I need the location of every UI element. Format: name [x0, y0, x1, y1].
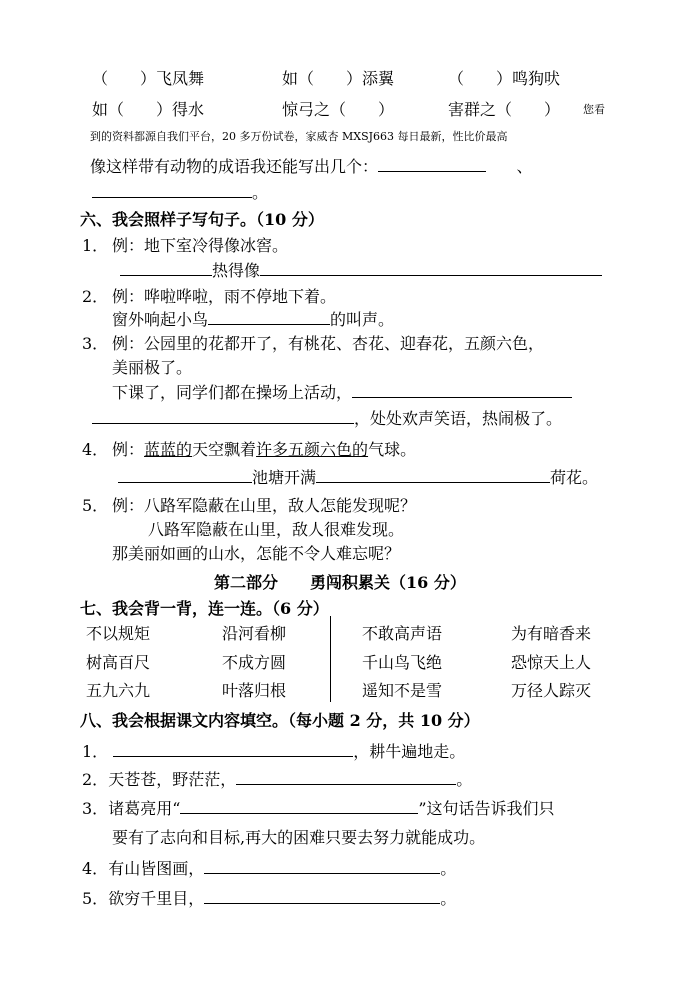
s6-item1-num: 1． [82, 236, 109, 255]
s8-item5-suffix: 。 [440, 889, 457, 908]
s8-item4 [82, 856, 456, 879]
idiom-row1-1: （ ）飞凤舞 [92, 69, 205, 88]
s6-item4-answer [118, 465, 598, 488]
idiom-row2-2: 惊弓之（ ） [282, 100, 395, 119]
s6-item3-blank-a[interactable] [352, 383, 572, 398]
idiom-row1-3: （ ）鸣狗吠 [448, 69, 561, 88]
s6-item4-ex-a: 例： [112, 440, 145, 459]
s8-item1-blank[interactable] [113, 742, 353, 757]
s6-item4-ex-underline1: 蓝蓝的 [144, 440, 193, 459]
s6-item5-example-cont: 八路军隐蔽在山里，敌人很难发现。 [148, 520, 405, 539]
s6-item4-ex-c: 气球。 [368, 440, 417, 459]
s8-item5 [82, 886, 456, 909]
s6-item3-prefix: 下课了，同学们都在操场上活动， [112, 383, 353, 402]
s6-item1-answer [120, 258, 602, 281]
s6-item2-prefix: 窗外响起小鸟 [112, 310, 209, 329]
s6-item1-example: 例：地下室冷得像冰窖。 [112, 236, 289, 255]
more-idioms-end: 。 [252, 183, 269, 202]
s6-item4-blank-b[interactable] [316, 468, 550, 483]
s8-item3-suffix: ”这句话告诉我们只 [418, 799, 555, 818]
s6-item3-answer-line1 [112, 380, 572, 403]
s6-item1-mid: 热得像 [212, 261, 261, 280]
s6-item4-num: 4． [82, 440, 109, 459]
idiom-blank-2[interactable] [92, 183, 252, 198]
s6-item3-blank-b[interactable] [92, 409, 354, 424]
more-idioms-sep: 、 [516, 157, 533, 176]
s7-right1-c: 遥知不是雪 [362, 681, 443, 700]
ad-tail: 您看 [583, 103, 605, 116]
more-idioms-prefix: 像这样带有动物的成语我还能写出几个： [90, 157, 379, 176]
s7-left1-a: 不以规矩 [86, 624, 151, 643]
s8-item2-suffix: 。 [456, 770, 473, 789]
s6-item1-blank-b[interactable] [260, 261, 602, 276]
part2-title: 第二部分 勇闯积累关（16 分） [214, 573, 466, 592]
s6-item2-answer [112, 307, 394, 330]
s7-divider [330, 616, 331, 702]
s8-item4-prefix: 有山皆图画， [108, 859, 205, 878]
idiom-blank-1[interactable] [378, 157, 486, 172]
s6-item4-mid: 池塘开满 [252, 468, 317, 487]
s8-item2-blank[interactable] [236, 770, 456, 785]
idiom-row2-3: 害群之（ ） [448, 100, 561, 119]
s8-item3-cont: 要有了志向和目标,再大的困难只要去努力就能成功。 [112, 828, 486, 847]
idiom-row2-1: 如（ ）得水 [92, 100, 205, 119]
s8-item1-suffix: ，耕牛遍地走。 [353, 742, 466, 761]
s6-item3-example-cont: 美丽极了。 [112, 358, 193, 377]
more-idioms-line [90, 154, 533, 177]
s6-item2-num: 2． [82, 287, 109, 306]
s8-item1-num: 1． [82, 742, 109, 761]
s6-item3-answer-line2 [92, 406, 562, 429]
s8-item5-prefix: 欲穷千里目， [108, 889, 205, 908]
section7-title: 七、我会背一背，连一连。（6 分） [80, 599, 329, 618]
s8-item2 [82, 767, 472, 790]
s7-right2-b: 恐惊天上人 [511, 653, 592, 672]
s7-right1-a: 不敢高声语 [362, 624, 443, 643]
s8-item3-num: 3． [82, 799, 109, 818]
idiom-row1-2: 如（ ）添翼 [282, 69, 395, 88]
s8-item2-num: 2． [82, 770, 109, 789]
s6-item4-ex-b: 天空飘着 [192, 440, 257, 459]
s8-item5-blank[interactable] [204, 889, 440, 904]
section6-title: 六、我会照样子写句子。（10 分） [80, 210, 324, 229]
s7-right2-c: 万径人踪灭 [511, 681, 592, 700]
s6-item5-example: 例：八路军隐蔽在山里，敌人怎能发现呢？ [112, 496, 417, 515]
section8-title: 八、我会根据课文内容填空。（每小题 2 分，共 10 分） [80, 711, 480, 730]
s6-item4-example [112, 437, 416, 460]
s7-right1-b: 千山鸟飞绝 [362, 653, 443, 672]
s8-item4-suffix: 。 [440, 859, 457, 878]
s7-left2-a: 沿河看柳 [222, 624, 287, 643]
ad-line: 到的资料都源自我们平台，20 多万份试卷，家威杏 MXSJ663 每日最新，性比价最高 [90, 130, 508, 143]
s6-item4-end: 荷花。 [550, 468, 599, 487]
s6-item1-blank-a[interactable] [120, 261, 212, 276]
s6-item3-num: 3． [82, 334, 109, 353]
s7-left1-b: 树高百尺 [86, 653, 151, 672]
s6-item4-blank-a[interactable] [118, 468, 252, 483]
s8-item4-blank[interactable] [204, 859, 440, 874]
s8-item3-blank[interactable] [180, 799, 418, 814]
s6-item5-task: 那美丽如画的山水，怎能不令人难忘呢？ [112, 544, 401, 563]
s6-item2-blank[interactable] [208, 310, 330, 325]
s6-item5-num: 5． [82, 496, 109, 515]
s8-item5-num: 5． [82, 889, 109, 908]
s7-right2-a: 为有暗香来 [511, 624, 592, 643]
s7-left1-c: 五九六九 [86, 681, 151, 700]
s6-item3-suffix: ，处处欢声笑语，热闹极了。 [354, 409, 563, 428]
s6-item2-suffix: 的叫声。 [330, 310, 395, 329]
more-idioms-line2 [92, 180, 268, 203]
s8-item4-num: 4． [82, 859, 109, 878]
s8-item3 [82, 796, 555, 819]
s7-left2-c: 叶落归根 [222, 681, 287, 700]
s6-item2-example: 例：哗啦哗啦，雨不停地下着。 [112, 287, 337, 306]
s8-item2-prefix: 天苍苍，野茫茫， [108, 770, 237, 789]
s7-left2-b: 不成方圆 [222, 653, 287, 672]
s6-item4-ex-underline2: 许多五颜六色的 [256, 440, 369, 459]
s6-item3-example: 例：公园里的花都开了，有桃花、杏花、迎春花，五颜六色， [112, 334, 545, 353]
s8-item1 [82, 739, 465, 762]
s8-item3-prefix: 诸葛亮用“ [108, 799, 181, 818]
